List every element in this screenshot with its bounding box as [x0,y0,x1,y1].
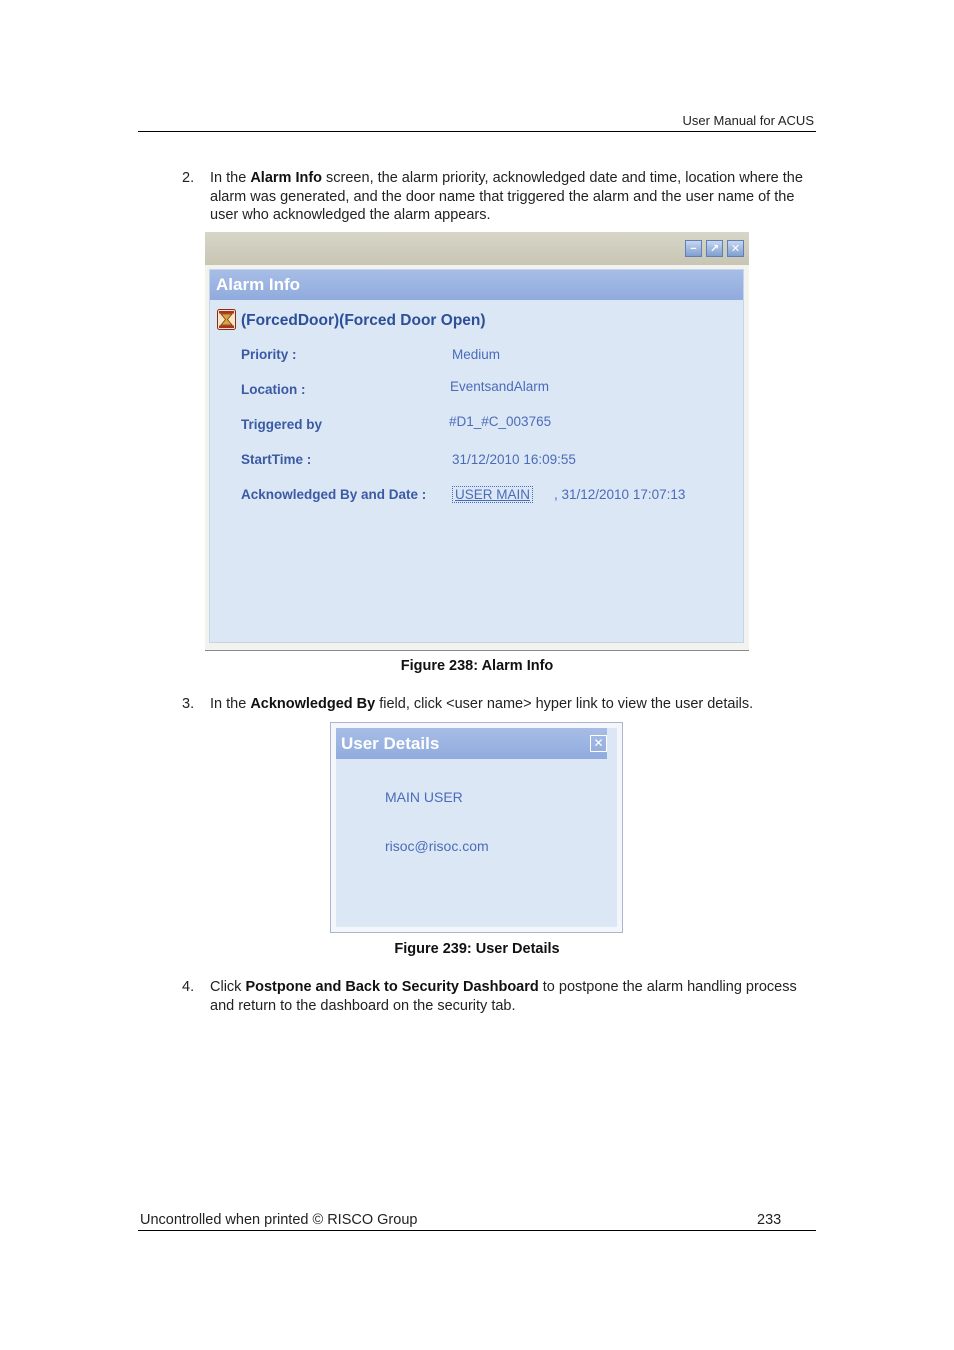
figure-238-caption: Figure 238: Alarm Info [400,658,554,674]
figure-239-caption: Figure 239: User Details [394,941,560,957]
user-details-title-bar [336,728,607,759]
user-details-window [330,722,623,933]
step-3-number: 3. [182,696,195,712]
step-3-text: In the Acknowledged By field, click <user name> hyper link to view the user details. [210,696,754,712]
close-button[interactable]: ✕ [727,240,744,257]
alarm-name: (ForcedDoor)(Forced Door Open) [241,312,486,329]
page-number: 233 [757,1212,782,1228]
alarm-info-title-bar [210,270,743,300]
footer-rule [138,1230,816,1231]
alarm-info-panel [209,269,744,643]
acknowledged-date-value: , 31/12/2010 17:07:13 [554,487,686,502]
location-value: EventsandAlarm [450,379,550,394]
alarm-info-window [205,232,749,651]
alarm-info-title: Alarm Info [216,275,301,294]
maximize-button[interactable]: ↗ [706,240,723,257]
triggered-by-label: Triggered by [241,417,323,432]
user-full-name: MAIN USER [385,789,463,805]
window-title-bar [205,232,749,265]
minimize-button[interactable]: − [685,240,702,257]
acknowledged-user-link[interactable]: USER MAIN [452,486,533,503]
hourglass-alarm-icon [217,309,236,330]
document-header-title: User Manual for ACUS [682,113,814,128]
priority-value: Medium [452,347,501,362]
start-time-value: 31/12/2010 16:09:55 [452,452,576,467]
close-icon[interactable]: ✕ [590,735,607,752]
header-rule [138,131,816,132]
footer-copyright: Uncontrolled when printed © RISCO Group [140,1212,418,1228]
location-label: Location : [241,382,306,397]
user-details-title: User Details [341,734,440,753]
step-2-number: 2. [182,170,195,186]
step-2-text: In the Alarm Info screen, the alarm priority, acknowledged date and time, location where the alarm was generated, and the door name that triggered the alarm and the user name of the user who acknowledged the alarm appears. [210,170,803,223]
user-email: risoc@risoc.com [385,838,489,854]
priority-label: Priority : [241,347,297,362]
start-time-label: StartTime : [241,452,312,467]
step-4-number: 4. [182,979,195,995]
step-4-text: Click Postpone and Back to Security Dashboard to postpone the alarm handling process and return to the dashboard on the security tab. [210,979,797,1014]
triggered-by-value: #D1_#C_003765 [449,414,552,429]
acknowledged-by-label: Acknowledged By and Date : [241,487,427,502]
